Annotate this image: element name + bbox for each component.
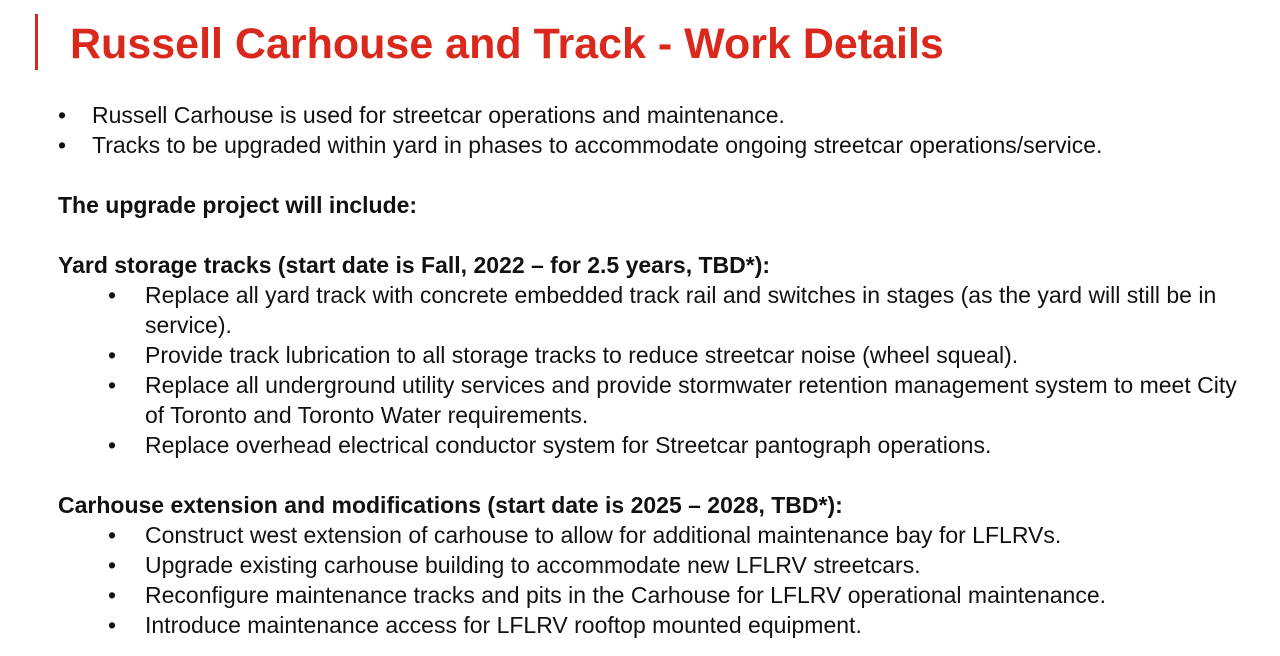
bullet-icon: •: [108, 282, 117, 308]
list-item-text: Replace all underground utility services and provide stormwater retention management system to meet City of Toronto and Toronto Water requirements.: [145, 372, 1237, 428]
spacer: [58, 160, 1258, 190]
project-heading: The upgrade project will include:: [58, 192, 418, 218]
list-item-text: Reconfigure maintenance tracks and pits in the Carhouse for LFLRV operational maintenance.: [145, 582, 1107, 608]
list-item: [108, 370, 1258, 430]
bullet-icon: •: [108, 372, 117, 398]
bullet-icon: •: [108, 432, 117, 458]
list-item-text: Replace all yard track with concrete embedded track rail and switches in stages (as the yard will still be in service).: [145, 282, 1217, 338]
intro-bullet-text: Russell Carhouse is used for streetcar operations and maintenance.: [92, 102, 785, 128]
intro-bullet-list: [58, 100, 1258, 160]
section-heading-yard-tracks: Yard storage tracks (start date is Fall, 2022 – for 2.5 years, TBD*):: [58, 252, 771, 278]
bullet-icon: •: [108, 552, 117, 578]
section-heading-carhouse: Carhouse extension and modifications (start date is 2025 – 2028, TBD*):: [58, 492, 843, 518]
list-item: [108, 280, 1258, 340]
spacer: [58, 220, 1258, 250]
list-item: [108, 550, 1258, 580]
list-item-text: Provide track lubrication to all storage tracks to reduce streetcar noise (wheel squeal).: [145, 342, 1019, 368]
yard-tracks-list: [58, 280, 1258, 460]
list-item-text: Construct west extension of carhouse to allow for additional maintenance bay for LFLRVs.: [145, 522, 1062, 548]
list-item: [108, 580, 1258, 610]
bullet-icon: •: [108, 582, 117, 608]
bullet-icon: •: [108, 612, 117, 638]
bullet-icon: •: [108, 342, 117, 368]
bullet-icon: •: [58, 132, 67, 158]
intro-bullet-item: [58, 130, 1258, 160]
spacer: [58, 460, 1258, 490]
slide-body: [58, 100, 1258, 640]
list-item-text: Replace overhead electrical conductor system for Streetcar pantograph operations.: [145, 432, 992, 458]
list-item: [108, 340, 1258, 370]
bullet-icon: •: [58, 102, 67, 128]
intro-bullet-text: Tracks to be upgraded within yard in phases to accommodate ongoing streetcar operations/service.: [92, 132, 1103, 158]
list-item: [108, 610, 1258, 640]
slide-title: Russell Carhouse and Track - Work Details: [70, 20, 944, 68]
list-item: [108, 430, 1258, 460]
bullet-icon: •: [108, 522, 117, 548]
title-accent-bar: [35, 14, 38, 70]
intro-bullet-item: [58, 100, 1258, 130]
list-item-text: Upgrade existing carhouse building to accommodate new LFLRV streetcars.: [145, 552, 921, 578]
list-item: [108, 520, 1258, 550]
carhouse-list: [58, 520, 1258, 640]
list-item-text: Introduce maintenance access for LFLRV rooftop mounted equipment.: [145, 612, 862, 638]
